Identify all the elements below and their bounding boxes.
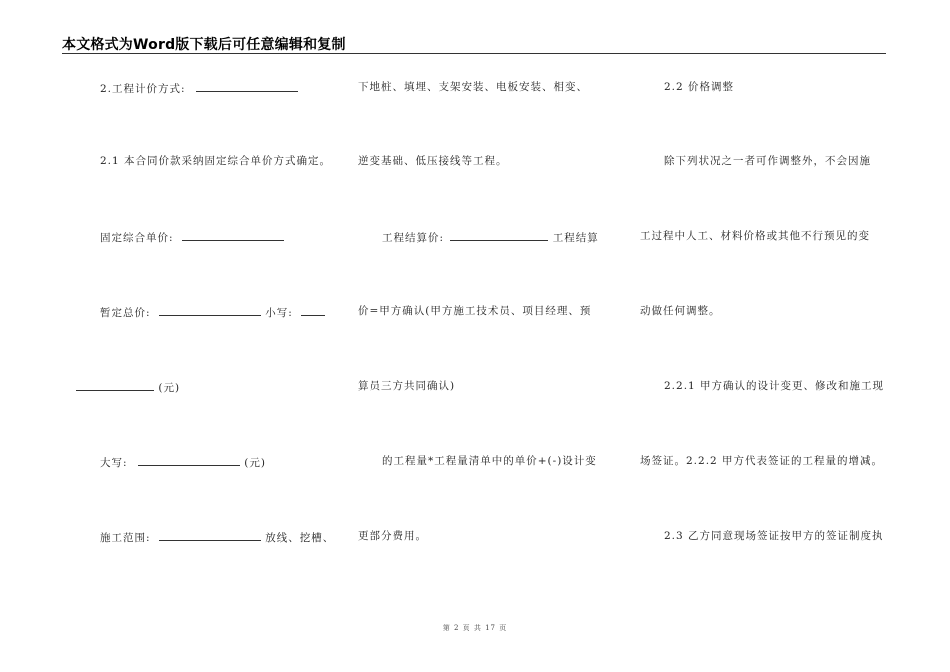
scope-end: 逆变基础、低压接线等工程。: [358, 155, 508, 167]
left-line-1: [100, 80, 298, 96]
scope-label: 施工范围:: [100, 532, 151, 544]
middle-line-6: [382, 454, 597, 468]
settlement-price-label: 工程结算价:: [382, 232, 445, 244]
middle-line-1: [358, 80, 588, 94]
settlement-formula-1: 价=甲方确认(甲方施工技术员、项目经理、预: [358, 305, 592, 317]
right-line-1: [664, 80, 734, 94]
left-line-4: [100, 304, 325, 320]
settlement-formula-3: 的工程量*工程量清单中的单价+(-)设计变: [382, 455, 597, 467]
lowercase-amount-blank: [76, 379, 154, 391]
middle-line-7: [358, 529, 427, 543]
middle-line-2: [358, 154, 508, 168]
right-line-4: [640, 304, 721, 318]
middle-line-4: [358, 304, 591, 318]
pricing-method-label: 2.工程计价方式:: [100, 83, 186, 95]
unit-price-label: 固定综合单价:: [100, 232, 174, 244]
right-line-7: [664, 529, 884, 543]
uppercase-yuan-unit: (元): [244, 457, 266, 469]
left-line-2: [100, 154, 331, 168]
right-line-3: [640, 229, 870, 243]
price-adjustment-text-3: 动做任何调整。: [640, 305, 721, 317]
clause-2-1: 2.1 本合同价款采纳固定综合单价方式确定。: [100, 155, 332, 167]
right-line-2: [664, 154, 871, 168]
uppercase-label: 大写:: [100, 457, 128, 469]
right-line-6: [640, 454, 883, 468]
document-header: 本文格式为Word版下载后可任意编辑和复制: [62, 37, 346, 53]
lowercase-blank: [301, 304, 325, 316]
clause-2-3: 2.3 乙方同意现场签证按甲方的签证制度执: [664, 530, 884, 542]
pricing-method-blank: [196, 80, 298, 92]
settlement-formula-4: 更部分费用。: [358, 530, 427, 542]
left-line-7: [100, 529, 334, 545]
right-line-5: [664, 379, 884, 393]
uppercase-blank: [138, 454, 240, 466]
scope-text: 放线、挖槽、: [265, 532, 335, 544]
left-line-3: [100, 229, 284, 245]
middle-line-3: [382, 229, 599, 245]
provisional-total-blank: [159, 304, 261, 316]
yuan-unit: (元): [158, 382, 181, 394]
price-adjustment-heading: 2.2 价格调整: [664, 81, 735, 93]
scope-continued: 下地桩、填埋、支架安装、电板安装、相变、: [358, 81, 588, 93]
clause-2-2-1: 2.2.1 甲方确认的设计变更、修改和施工现: [664, 380, 885, 392]
provisional-total-label: 暂定总价:: [100, 307, 151, 319]
left-line-5: [76, 379, 180, 395]
lowercase-label: 小写:: [265, 307, 293, 319]
middle-line-5: [358, 379, 455, 393]
settlement-formula-2: 算员三方共同确认): [358, 380, 456, 392]
settlement-price-text: 工程结算: [552, 232, 599, 244]
page-number: 第 2 页 共 17 页: [442, 624, 508, 632]
clause-2-2-2: 场签证。2.2.2 甲方代表签证的工程量的增减。: [640, 455, 884, 467]
unit-price-blank: [182, 229, 284, 241]
scope-blank: [159, 529, 261, 541]
price-adjustment-text-2: 工过程中人工、材料价格或其他不行预见的变: [640, 230, 870, 242]
settlement-price-blank: [450, 229, 548, 241]
price-adjustment-text-1: 除下列状况之一者可作调整外，不会因施: [664, 155, 871, 167]
left-line-6: [100, 454, 266, 470]
header-rule: [62, 53, 886, 54]
